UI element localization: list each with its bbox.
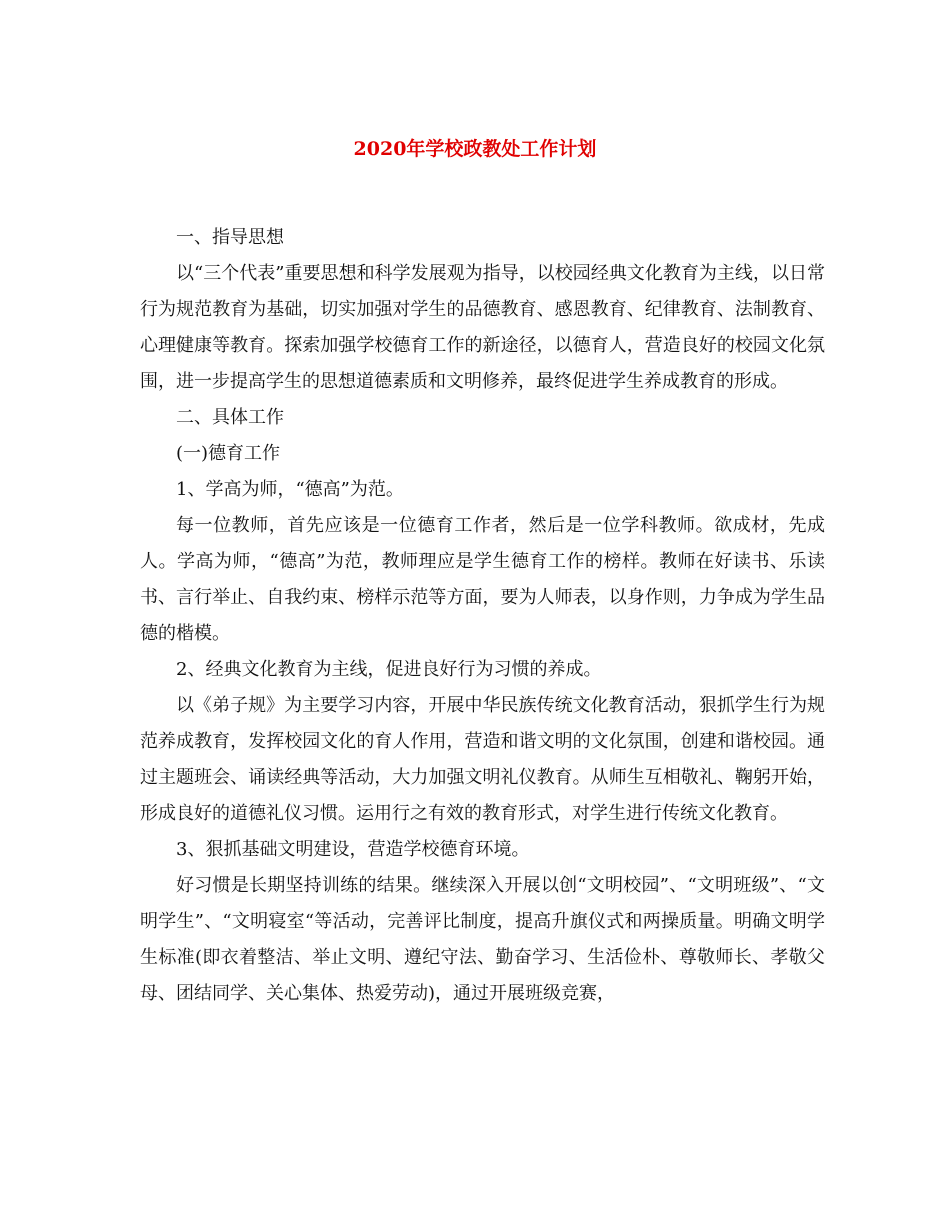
section-heading: 一、指导思想 — [176, 227, 284, 248]
paragraph: 每一位教师，首先应该是一位德育工作者，然后是一位学科教师。欲成材，先成人。学高为师，“德高”为范，教师理应是学生德育工作的榜样。教师在好读书、乐读书、言行举止、自我约束、榜样示范等方面，要为人师表，以身作则，力争成为学生品德的楷模。 — [140, 515, 825, 644]
item-heading: 1、学高为师，“德高”为范。 — [176, 479, 404, 500]
paragraph: 以“三个代表”重要思想和科学发展观为指导，以校园经典文化教育为主线，以日常行为规范教育为基础，切实加强对学生的品德教育、感恩教育、纪律教育、法制教育、心理健康等教育。探索加强学校德育工作的新途径，以德育人，营造良好的校园文化氛围，进一步提高学生的思想道德素质和文明修养，最终促进学生养成教育的形成。 — [140, 263, 825, 392]
paragraph: 以《弟子规》为主要学习内容，开展中华民族传统文化教育活动，狠抓学生行为规范养成教育，发挥校园文化的育人作用，营造和谐文明的文化氛围，创建和谐校园。通过主题班会、诵读经典等活动，大力加强文明礼仪教育。从师生互相敬礼、鞠躬开始，形成良好的道德礼仪习惯。运用行之有效的教育形式，对学生进行传统文化教育。 — [140, 695, 825, 824]
item-heading: 3、狠抓基础文明建设，营造学校德育环境。 — [176, 839, 530, 860]
subsection-heading: (一)德育工作 — [176, 443, 281, 464]
paragraph: 好习惯是长期坚持训练的结果。继续深入开展以创“文明校园”、“文明班级”、“文明学生”、“文明寝室“等活动，完善评比制度，提高升旗仪式和两操质量。明确文明学生标准(即衣着整洁、举止文明、遵纪守法、勤奋学习、生活俭朴、尊敬师长、孝敬父母、团结同学、关心集体、热爱劳动)，通过开展班级竞赛， — [140, 875, 825, 1004]
document-body — [140, 220, 825, 1012]
item-heading: 2、经典文化教育为主线，促进良好行为习惯的养成。 — [176, 659, 602, 680]
section-heading: 二、具体工作 — [176, 407, 284, 428]
document-title: 2020年学校政教处工作计划 — [353, 138, 597, 160]
